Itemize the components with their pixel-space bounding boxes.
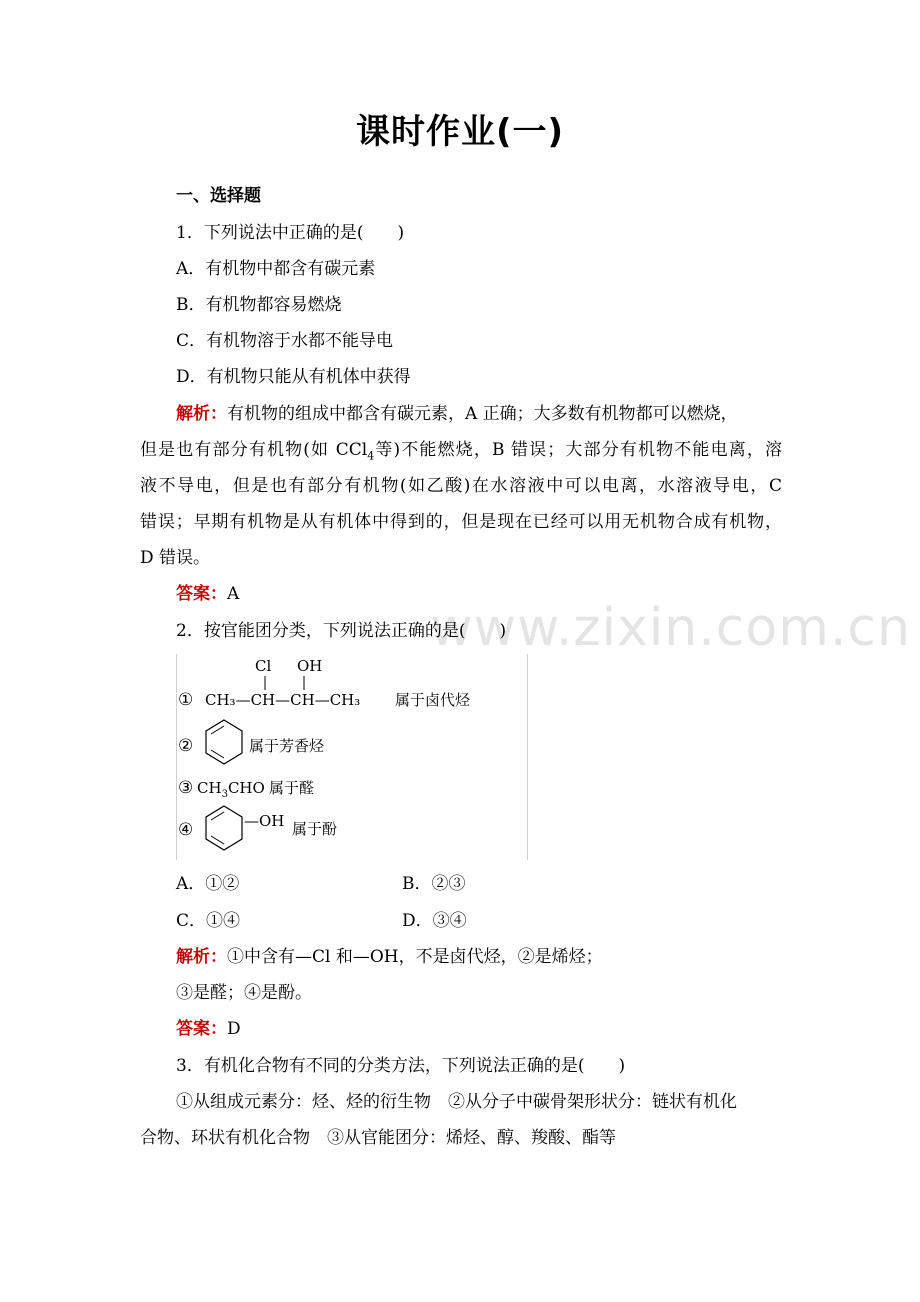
watermark: www.zixin.com.cn [430, 598, 911, 658]
question-2-option-a: A．①② [176, 874, 240, 894]
item-1-oh-label: OH [297, 657, 323, 675]
answer-label: 答案： [176, 1019, 227, 1039]
structure-diagram [177, 654, 527, 860]
question-1-option-d: D．有机物只能从有机体中获得 [176, 367, 411, 387]
analysis-label: 解析： [176, 404, 227, 424]
item-3-description: 属于醛 [269, 779, 315, 797]
benzene-ring-icon [206, 720, 242, 764]
question-2-analysis-line-1: 解析：①中含有—Cl 和—OH，不是卤代烃，②是烯烃； [176, 947, 603, 967]
page-title: 课时作业(一) [355, 112, 565, 152]
item-1-number: ① [178, 690, 194, 710]
question-2-analysis-line-2: ③是醛；④是酚。 [176, 983, 312, 1003]
question-2-option-b: B．②③ [402, 874, 466, 894]
item-4-number: ④ [178, 820, 194, 840]
question-1-analysis-line-1: 解析：有机物的组成中都含有碳元素，A 正确；大多数有机物都可以燃烧， [176, 404, 738, 424]
question-1-option-b: B．有机物都容易燃烧 [176, 295, 342, 315]
question-1-stem: 1．下列说法中正确的是( ) [176, 223, 405, 243]
item-3-formula: $CH_3CHO$ [197, 779, 265, 800]
question-3-stem: 3．有机化合物有不同的分类方法，下列说法正确的是( ) [176, 1056, 626, 1076]
question-3-line-2: 合物、环状有机化合物 ③从官能团分：烯烃、醇、羧酸、酯等 [140, 1128, 616, 1148]
item-1-formula: CH₃—CH—CH—CH₃ [205, 691, 361, 709]
question-2-answer: 答案：D [176, 1019, 241, 1039]
question-1-analysis-line-3: 液不导电，但是也有部分有机物(如乙酸)在水溶液中可以电离，水溶液导电，C [140, 476, 782, 496]
question-2-stem: 2．按官能团分类，下列说法正确的是( ) [176, 621, 507, 641]
item-2-number: ② [178, 736, 194, 756]
phenol-ring-icon [206, 806, 242, 850]
section-heading: 一、选择题 [176, 186, 261, 206]
item-4-description: 属于酚 [292, 820, 338, 838]
item-4-oh-label: —OH [244, 812, 285, 830]
item-2-description: 属于芳香烃 [249, 737, 325, 755]
question-3-line-1: ①从组成元素分：烃、烃的衍生物 ②从分子中碳骨架形状分：链状有机化 [176, 1092, 737, 1112]
answer-label: 答案： [176, 584, 227, 604]
question-2-option-c: C．①④ [176, 911, 241, 931]
functional-group-figure [176, 654, 528, 860]
question-1-analysis-line-2: 但是也有部分有机物(如 CCl$_4$等)不能燃烧，B 错误；大部分有机物不能电离，溶 [140, 440, 782, 463]
item-1-cl-label: Cl [255, 657, 272, 675]
question-1-option-c: C．有机物溶于水都不能导电 [176, 331, 394, 351]
question-1-answer: 答案：A [176, 584, 240, 604]
question-1-option-a: A．有机物中都含有碳元素 [176, 259, 376, 279]
analysis-label: 解析： [176, 947, 227, 967]
question-1-analysis-line-5: D 错误。 [140, 548, 211, 568]
question-1-analysis-line-4: 错误；早期有机物是从有机体中得到的，但是现在已经可以用无机物合成有机物， [140, 512, 782, 532]
question-2-option-d: D．③④ [402, 911, 467, 931]
item-3-number: ③ [178, 778, 194, 798]
item-1-description: 属于卤代烃 [395, 691, 471, 709]
